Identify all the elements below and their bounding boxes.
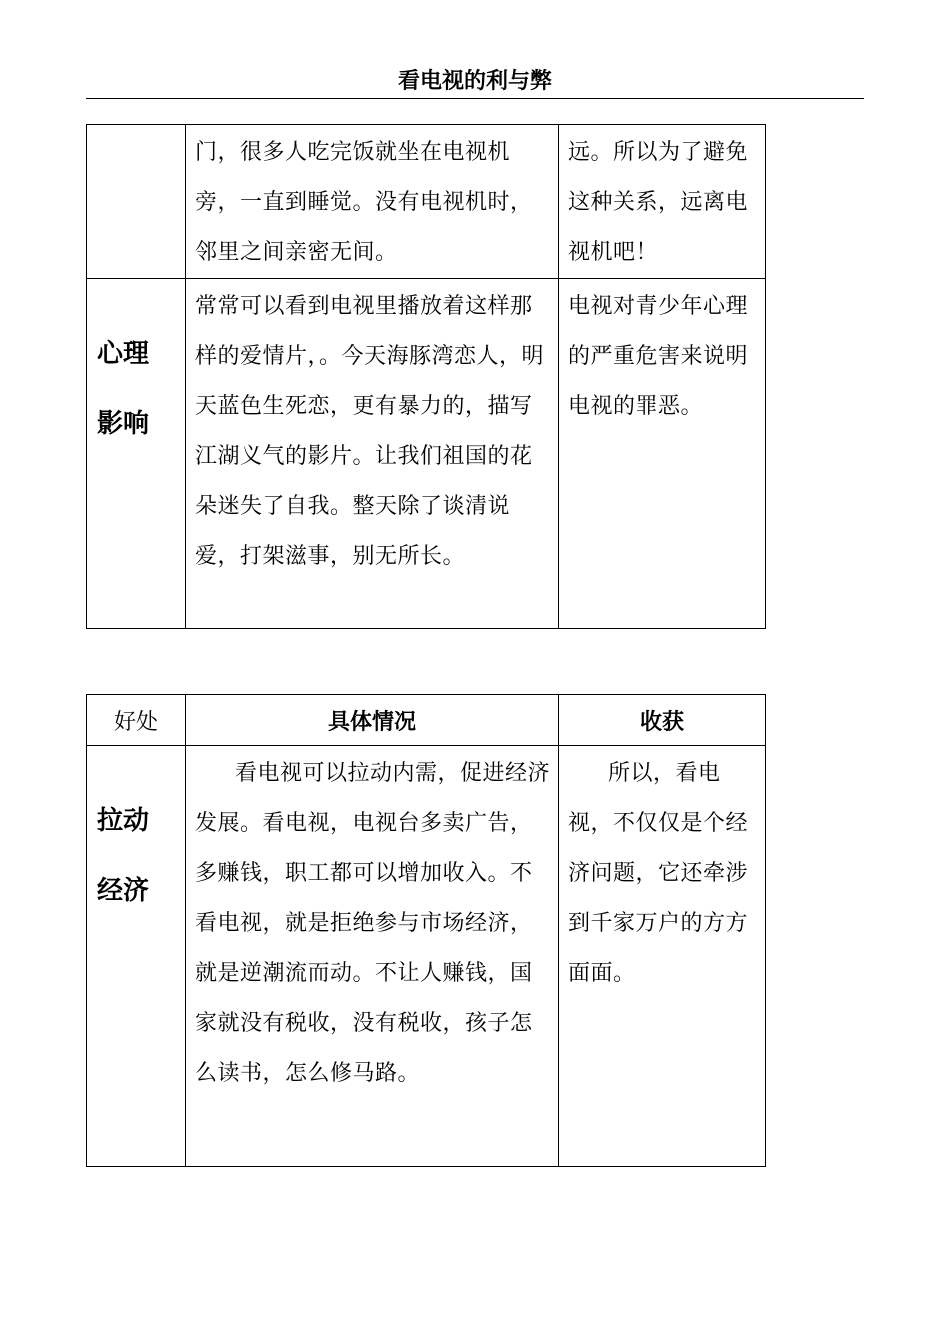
row-label-line: 拉动 <box>97 806 150 836</box>
row-label-line: 经济 <box>97 876 150 906</box>
table-row <box>87 125 766 279</box>
gain-text: 远。所以为了避免这种关系，远离电视机吧！ <box>568 140 749 265</box>
header-details: 具体情况 <box>186 695 559 746</box>
gain-text: 电视对青少年心理的严重危害来说明电视的罪恶。 <box>568 294 749 419</box>
gain-text: 所以，看电视，不仅仅是个经济问题，它还牵涉到千家万户的方方面面。 <box>568 761 749 986</box>
gain-cell <box>559 279 766 629</box>
gain-cell <box>559 125 766 279</box>
detail-cell <box>186 125 559 279</box>
row-label-cell <box>87 746 186 1167</box>
page-title: 看电视的利与弊 <box>86 66 864 99</box>
table-advantages <box>86 694 766 1167</box>
header-gain: 收获 <box>559 695 766 746</box>
row-label-cell <box>87 125 186 279</box>
row-label-cell <box>87 279 186 629</box>
detail-text: 看电视可以拉动内需，促进经济发展。看电视，电视台多卖广告，多赚钱，职工都可以增加收入。不看电视，就是拒绝参与市场经济，就是逆潮流而动。不让人赚钱，国家就没有税收，没有税收，孩子怎么读书，怎么修马路。 <box>195 761 551 1086</box>
table-row <box>87 746 766 1167</box>
detail-text: 常常可以看到电视里播放着这样那样的爱情片，。今天海豚湾恋人，明天蓝色生死恋，更有暴力的，描写江湖义气的影片。让我们祖国的花朵迷失了自我。整天除了谈清说爱，打架滋事，别无所长。 <box>195 294 545 569</box>
row-label-line: 影响 <box>97 409 150 439</box>
table-disadvantages <box>86 124 766 629</box>
detail-cell <box>186 746 559 1167</box>
detail-text: 门，很多人吃完饭就坐在电视机旁，一直到睡觉。没有电视机时，邻里之间亲密无间。 <box>195 140 533 265</box>
header-benefit: 好处 <box>87 695 186 746</box>
detail-cell <box>186 279 559 629</box>
table-header-row <box>87 695 766 746</box>
table-row <box>87 279 766 629</box>
row-label-line: 心理 <box>97 339 150 369</box>
gain-cell <box>559 746 766 1167</box>
